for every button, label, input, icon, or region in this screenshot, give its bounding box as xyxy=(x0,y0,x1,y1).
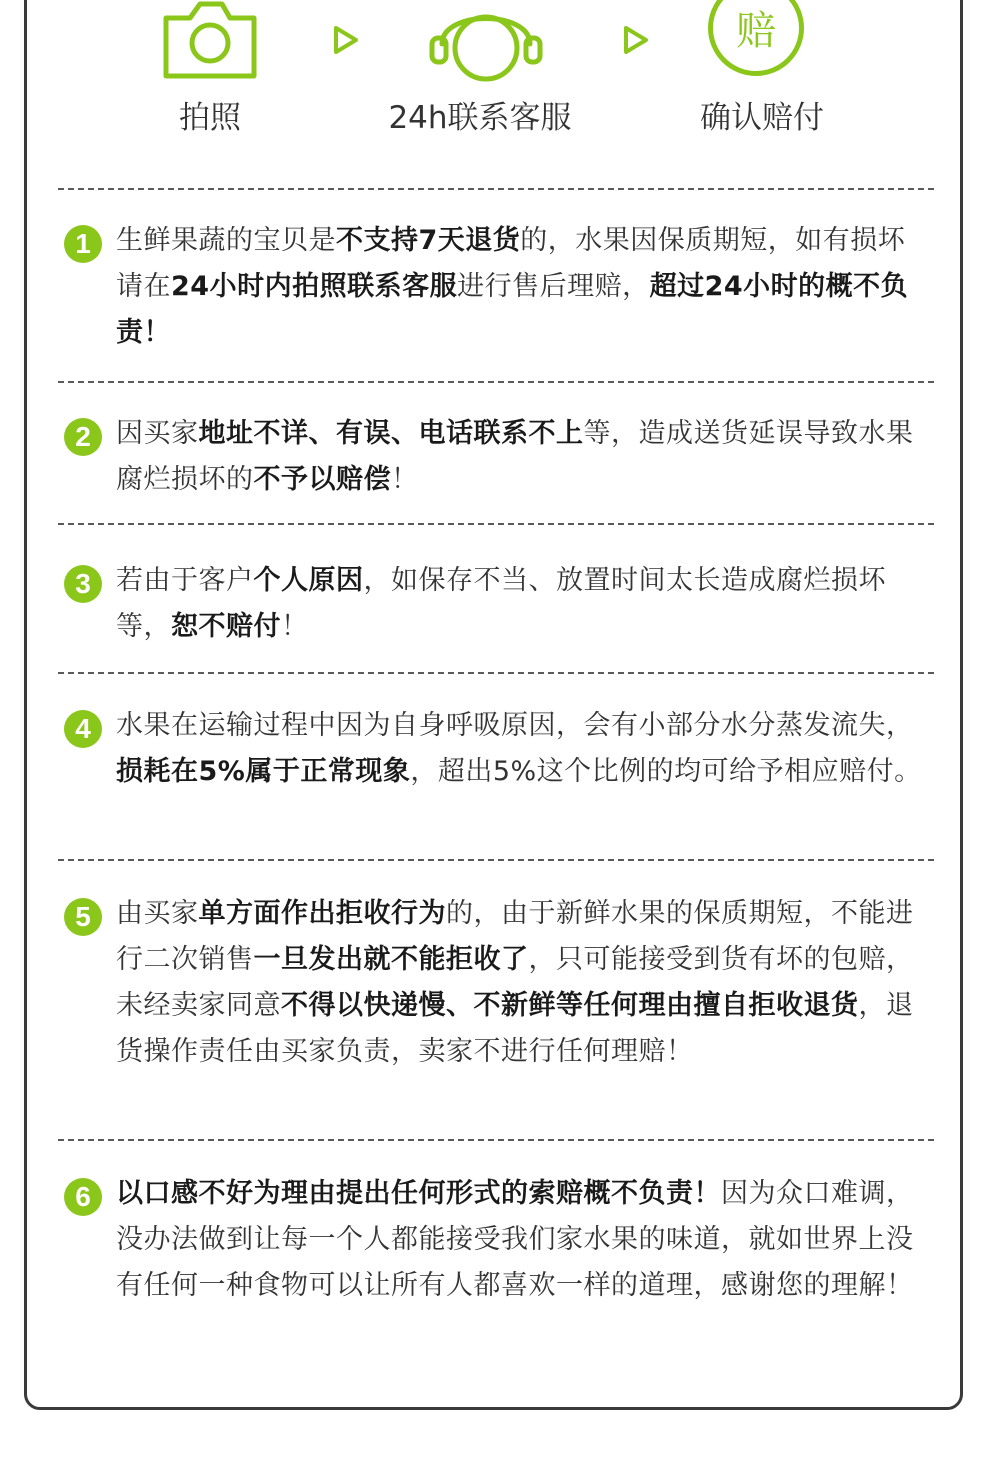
rule-text-segment: 的，由于新鲜水果的保质期短，不能进行二次销售 xyxy=(116,898,914,975)
rule-text-bold: 地址不详、有误、电话联系不上 xyxy=(198,418,584,449)
rule-text-segment: 的，水果因保质期短，如有损坏请在 xyxy=(116,225,906,302)
rule-text-segment: ，超出5%这个比例的均可给予相应赔付。 xyxy=(410,756,922,787)
rule-text-bold: 损耗在5%属于正常现象 xyxy=(116,756,411,787)
rule-number-badge: 6 xyxy=(64,1178,102,1216)
policy-rule-5 xyxy=(64,891,928,1123)
rule-text-bold: 单方面作出拒收行为 xyxy=(198,898,446,929)
dashed-divider xyxy=(58,672,934,674)
rule-text-segment: ，退货操作责任由买家负责，卖家不进行任何理赔！ xyxy=(116,990,914,1067)
rule-text-segment: 因为众口难调，没办法做到让每一个人都能接受我们家水果的味道，就如世界上没有任何一种食物可以让所有人都喜欢一样的道理，感谢您的理解！ xyxy=(116,1178,914,1301)
compensation-icon xyxy=(708,0,804,76)
rule-text-segment: 水果在运输过程中因为自身呼吸原因，会有小部分水分蒸发流失， xyxy=(116,710,914,741)
rule-text-segment: 因买家 xyxy=(116,418,199,449)
policy-rule-6 xyxy=(64,1171,928,1357)
rule-number-badge: 3 xyxy=(64,565,102,603)
rule-text xyxy=(116,891,928,1075)
rule-text-segment: ，如保存不当、放置时间太长造成腐烂损坏等， xyxy=(116,565,886,642)
rule-text xyxy=(116,218,928,356)
rule-text xyxy=(116,1171,928,1309)
rule-number-badge: 1 xyxy=(64,225,102,263)
camera-icon xyxy=(160,0,260,80)
rule-text xyxy=(116,703,928,795)
rule-text-bold: 一旦发出就不能拒收了 xyxy=(253,944,529,975)
step-label-confirm-payout: 确认赔付 xyxy=(700,100,824,136)
compensation-icon-text: 赔 xyxy=(736,8,776,54)
policy-rule-2 xyxy=(64,411,928,505)
claim-process-steps xyxy=(0,0,990,150)
step-label-contact-service: 24h联系客服 xyxy=(388,100,572,136)
rule-text-bold: 恕不赔付 xyxy=(171,611,281,642)
dashed-divider xyxy=(58,381,934,383)
rule-text-segment: ！ xyxy=(281,611,309,642)
rule-text-bold: 不支持7天退货 xyxy=(336,225,521,256)
rule-text-segment: ，只可能接受到货有坏的包赔，未经卖家同意 xyxy=(116,944,914,1021)
rule-text xyxy=(116,411,928,503)
dashed-divider xyxy=(58,188,934,190)
rule-text-bold: 不得以快递慢、不新鲜等任何理由擅自拒收退货 xyxy=(281,990,859,1021)
rule-text xyxy=(116,558,928,650)
rule-text-segment: 进行售后理赔， xyxy=(457,271,650,302)
rule-text-segment: 生鲜果蔬的宝贝是 xyxy=(116,225,336,256)
rule-text-segment: ！ xyxy=(391,464,419,495)
policy-rule-1 xyxy=(64,218,928,358)
rule-number-badge: 2 xyxy=(64,418,102,456)
rule-text-bold: 以口感不好为理由提出任何形式的索赔概不负责！ xyxy=(116,1178,721,1209)
rule-text-segment: 等，造成送货延误导致水果腐烂损坏的 xyxy=(116,418,914,495)
headset-icon xyxy=(428,0,544,84)
rule-text-segment: 由买家 xyxy=(116,898,199,929)
dashed-divider xyxy=(58,523,934,525)
arrow-right-icon xyxy=(332,25,360,55)
policy-rule-4 xyxy=(64,703,928,843)
dashed-divider xyxy=(58,859,934,861)
rule-text-bold: 不予以赔偿 xyxy=(253,464,391,495)
rule-text-bold: 24小时内拍照联系客服 xyxy=(171,271,458,302)
dashed-divider xyxy=(58,1139,934,1141)
rule-text-bold: 个人原因 xyxy=(253,565,364,596)
step-label-photo: 拍照 xyxy=(179,100,241,136)
rule-text-segment: 若由于客户 xyxy=(116,565,254,596)
rule-number-badge: 4 xyxy=(64,710,102,748)
rule-number-badge: 5 xyxy=(64,898,102,936)
rule-text-bold: 超过24小时的概不负责！ xyxy=(116,271,909,348)
policy-rule-3 xyxy=(64,558,928,652)
arrow-right-icon xyxy=(622,25,650,55)
